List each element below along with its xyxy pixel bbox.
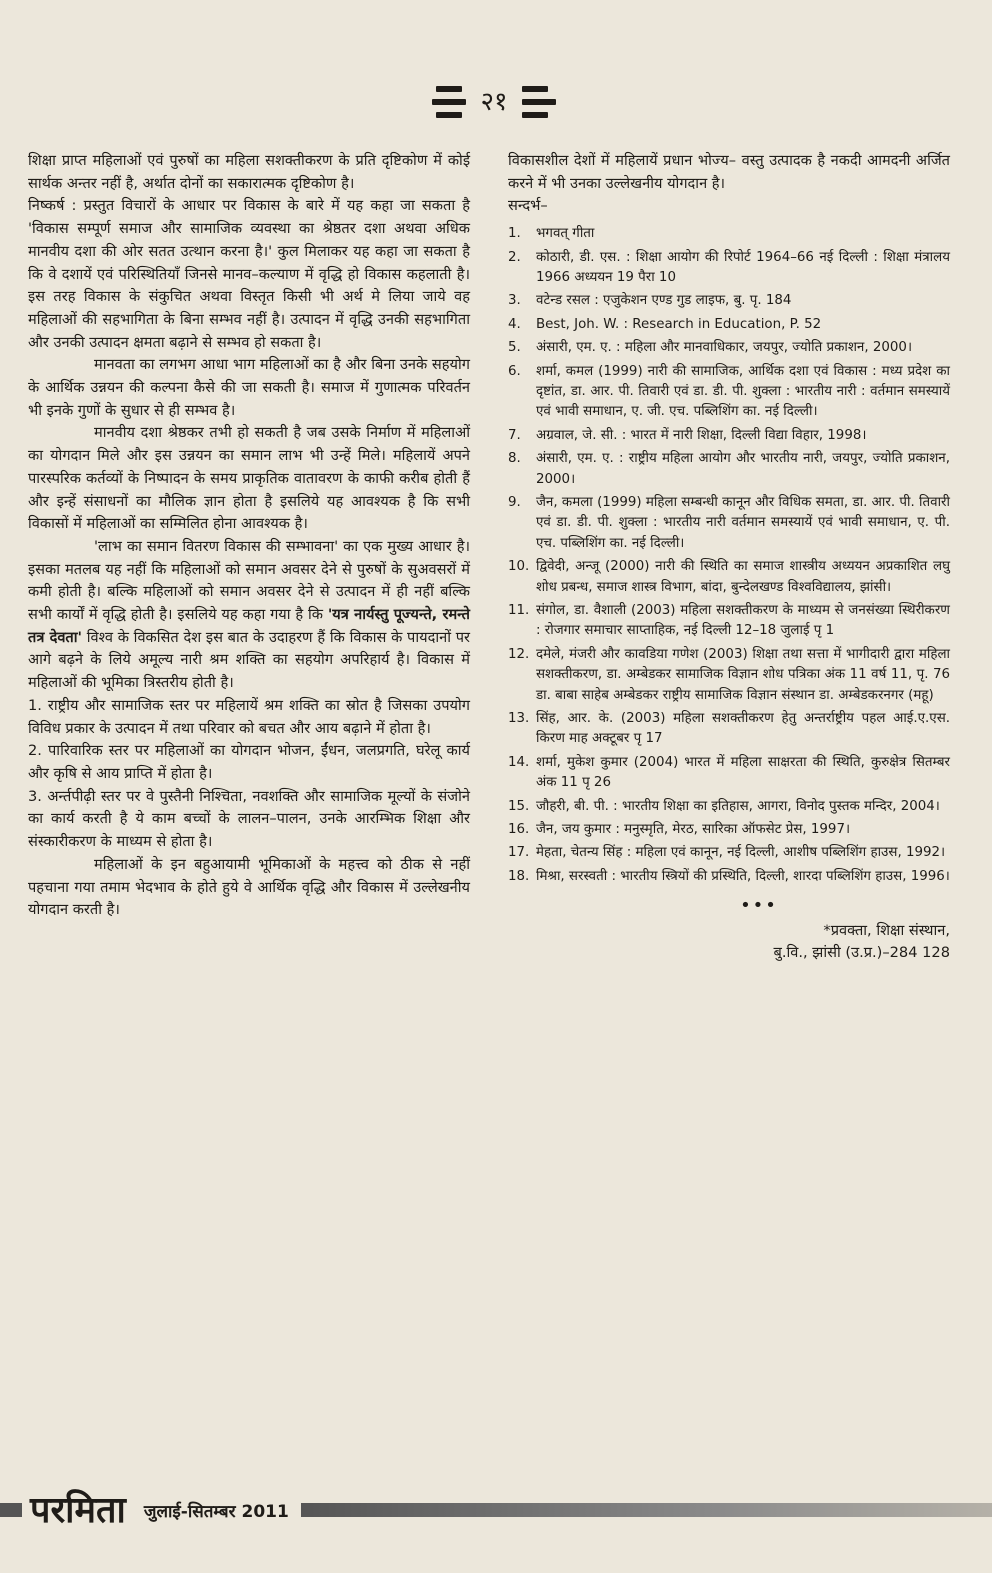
- right-column: [508, 150, 950, 964]
- reference-text: Best, Joh. W. : Research in Education, P. 52: [536, 316, 822, 332]
- reference-item: [508, 709, 950, 750]
- reference-number: 16.: [508, 822, 530, 838]
- reference-number: 1.: [508, 226, 521, 242]
- list-point: 3. अर्न्तपीढ़ी स्तर पर वे पुस्तैनी निश्चिता, नवशक्ति और सामाजिक मूल्यों के संजोने का कार्य करती है ये काम बच्चों के लालन–पालन, उनके आरम्भिक शिक्षा और संस्कारीकरण के माध्यम से होता है।: [28, 787, 470, 851]
- reference-item: [508, 338, 950, 358]
- reference-item: [508, 291, 950, 311]
- references-list: [508, 224, 950, 887]
- reference-number: 8.: [508, 451, 521, 467]
- reference-item: [508, 224, 950, 244]
- page-footer: [0, 1487, 992, 1533]
- paragraph-text: विश्व के विकसित देश इस बात के उदाहरण हैं कि विकास के पायदानों पर आगे बढ़ने के लिये अमूल्य नारी श्रम शक्ति का सहयोग अपरिहार्य है। विकास में महिलाओं की भूमिका त्रिस्तरीय होती है।: [28, 628, 470, 692]
- reference-text: दमेले, मंजरी और कावडिया गणेश (2003) शिक्षा तथा सत्ता में भागीदारी द्वारा महिला सशक्तीकरण, डा. अम्बेडकर सामाजिक विज्ञान शोध पत्रिका अंक 11 वर्ष 11, पृ. 76 डा. बाबा साहेब अम्बेडकर राष्ट्रीय सामाजिक विज्ञान संस्थान डा. अम्बेडकरनगर (महू): [536, 646, 950, 703]
- page-number: २१: [480, 87, 508, 117]
- paragraph: शिक्षा प्राप्त महिलाओं एवं पुरुषों का महिला सशक्तीकरण के प्रति दृष्टिकोण में कोई सार्थक अन्तर नहीं है, अर्थात दोनों का सकारात्मक दृष्टिकोण है।: [28, 152, 470, 192]
- reference-number: 11.: [508, 603, 530, 619]
- list-point: 2. पारिवारिक स्तर पर महिलाओं का योगदान भोजन, ईंधन, जलप्रगति, घरेलू कार्य और कृषि से आय प्राप्ति में होता है।: [28, 742, 470, 782]
- header-ornament-right: [522, 86, 556, 118]
- reference-item: [508, 248, 950, 289]
- end-mark: •••: [740, 895, 778, 917]
- reference-item: [508, 645, 950, 706]
- references-heading: सन्दर्भ–: [508, 197, 548, 215]
- reference-number: 10.: [508, 559, 530, 575]
- reference-text: अंसारी, एम. ए. : राष्ट्रीय महिला आयोग और भारतीय नारी, जयपुर, ज्योति प्रकाशन, 2000।: [536, 451, 950, 487]
- header-ornament-left: [436, 86, 466, 118]
- left-column: [28, 150, 470, 922]
- reference-item: [508, 797, 950, 817]
- reference-text: मिश्रा, सरस्वती : भारतीय स्त्रियों की प्रस्थिति, दिल्ली, शारदा पब्लिशिंग हाउस, 1996।: [536, 868, 950, 884]
- reference-item: [508, 843, 950, 863]
- reference-text: शर्मा, मुकेश कुमार (2004) भारत में महिला साक्षरता की स्थिति, कुरुक्षेत्र सितम्बर अंक 11 पृ 26: [536, 754, 950, 791]
- reference-number: 15.: [508, 798, 530, 814]
- reference-number: 3.: [508, 293, 521, 309]
- reference-item: [508, 449, 950, 490]
- journal-issue: जुलाई-सितम्बर 2011: [143, 1501, 289, 1522]
- paragraph: मानवीय दशा श्रेष्ठकर तभी हो सकती है जब उसके निर्माण में महिलाओं का योगदान मिले और इस उन्नयन का समान लाभ भी उन्हें मिले। महिलायें अपने पारस्परिक कर्तव्यों के निष्पादन के समय प्राकृतिक वातावरण के काफी करीब होती हैं और इन्हें संसाधनों का मौलिक ज्ञान होता है इसलिये यह आवश्यक है कि सभी विकासों में महिलाओं का सम्मिलित होना आवश्यक है।: [28, 424, 470, 533]
- reference-number: 4.: [508, 316, 521, 332]
- reference-item: [508, 601, 950, 642]
- reference-text: जैन, कमला (1999) महिला सम्बन्धी कानून और विधिक समता, डा. आर. पी. तिवारी एवं डा. डी. पी. शुक्ला : भारतीय नारी वर्तमान समस्यायें एवं भावी समाधान, ए. पी. एच. पब्लिशिंग का. नई दिल्ली।: [536, 494, 950, 551]
- paragraph: निष्कर्ष : प्रस्तुत विचारों के आधार पर विकास के बारे में यह कहा जा सकता है 'विकास सम्पूर्ण समाज और सामाजिक व्यवस्था का श्रेष्ठतर दशा अथवा अधिक मानवीय दशा की ओर सतत उत्थान करना है।' कुल मिलाकर यह कहा जा सकता है कि वे दशायें एवं परिस्थितियाँ जिनसे मानव–कल्याण में वृद्धि हो विकास कहलाती है। इस तरह विकास के संकुचित अथवा विस्तृत किसी भी अर्थ मे लिया जाये वह महिलाओं की सहभागिता के बिना सम्भव नहीं है। उत्पादन में वृद्धि उनकी सहभागिता और उनकी उत्पादन क्षमता बढ़ाने से सम्भव हो सकता है।: [28, 197, 470, 351]
- reference-text: जौहरी, बी. पी. : भारतीय शिक्षा का इतिहास, आगरा, विनोद पुस्तक मन्दिर, 2004।: [536, 798, 940, 814]
- reference-number: 2.: [508, 249, 521, 265]
- reference-text: जैन, जय कुमार : मनुस्मृति, मेरठ, सारिका ऑफसेट प्रेस, 1997।: [536, 822, 851, 838]
- reference-text: कोठारी, डी. एस. : शिक्षा आयोग की रिपोर्ट 1964–66 नई दिल्ली : शिक्षा मंत्रालय 1966 अध्ययन 19 पैरा 10: [536, 249, 950, 285]
- page-header: [0, 72, 992, 132]
- reference-number: 6.: [508, 363, 521, 379]
- reference-item: [508, 867, 950, 887]
- reference-item: [508, 362, 950, 423]
- reference-text: भगवत् गीता: [536, 226, 595, 242]
- reference-text: शर्मा, कमल (1999) नारी की सामाजिक, आर्थिक दशा एवं विकास : मध्य प्रदेश का दृष्टांत, डा. आर. पी. तिवारी एवं डा. डी. पी. शुक्ला : भारतीय नारी : वर्तमान समस्यायें एवं भावी समाधान, ए. जी. एच. पब्लिशिंग का. नई दिल्ली।: [536, 363, 950, 420]
- reference-number: 12.: [508, 646, 530, 662]
- reference-item: [508, 753, 950, 794]
- sanskrit-quote: 'यत्र नार्यस्तु पूज्यन्ते, रमन्ते तत्र देवता': [28, 606, 470, 646]
- footer-rule: [301, 1503, 992, 1517]
- journal-name: परमिता: [30, 1489, 126, 1531]
- reference-text: संगोल, डा. वैशाली (2003) महिला सशक्तीकरण के माध्यम से जनसंख्या स्थिरीकरण : रोजगार समाचार साप्ताहिक, नई दिल्ली 12–18 जुलाई पृ 1: [536, 603, 950, 639]
- affiliation-line: बु.वि., झांसी (उ.प्र.)–284 128: [773, 944, 950, 961]
- reference-number: 17.: [508, 845, 530, 861]
- paragraph-text: 'लाभ का समान वितरण विकास की सम्भावना' का एक मुख्य आधार है। इसका मतलब यह नहीं कि महिलाओं को समान अवसर देने से पुरुषों के सुअवसरों में कमी होती है। बल्कि महिलाओं को समान अवसर देने से उत्पादन में ही नहीं बल्कि सभी कार्यों में वृद्धि होती है। इसलिये यह कहा गया है कि: [28, 537, 470, 624]
- reference-text: द्विवेदी, अन्जू (2000) नारी की स्थिति का समाज शास्त्रीय अध्ययन अप्रकाशित लघु शोध प्रबन्ध, समाज शास्त्र विभाग, बांदा, बुन्देलखण्ड विश्वविद्यालय, झांसी।: [536, 559, 950, 595]
- reference-item: [508, 426, 950, 446]
- author-affiliation: [508, 920, 950, 964]
- reference-item: [508, 820, 950, 840]
- reference-number: 14.: [508, 754, 530, 770]
- reference-text: मेहता, चेतन्य सिंह : महिला एवं कानून, नई दिल्ली, आशीष पब्लिशिंग हाउस, 1992।: [536, 845, 946, 861]
- paragraph: महिलाओं के इन बहुआयामी भूमिकाओं के महत्त्व को ठीक से नहीं पहचाना गया तमाम भेदभाव के होते हुये वे आर्थिक वृद्धि और विकास में उल्लेखनीय योगदान करती है।: [28, 855, 470, 919]
- reference-number: 18.: [508, 868, 530, 884]
- footer-bar-left: [0, 1503, 22, 1517]
- reference-item: [508, 315, 950, 335]
- reference-number: 5.: [508, 340, 521, 356]
- reference-text: सिंह, आर. के. (2003) महिला सशक्तीकरण हेतु अन्तर्राष्ट्रीय पहल आई.ए.एस. किरण माह अक्टूबर पृ 17: [536, 711, 950, 747]
- reference-item: [508, 557, 950, 598]
- list-point: 1. राष्ट्रीय और सामाजिक स्तर पर महिलायें श्रम शक्ति का स्रोत है जिसका उपयोग विविध प्रकार के उत्पादन में तथा परिवार को बचत और आय बढ़ाने में होता है।: [28, 696, 470, 737]
- reference-number: 7.: [508, 427, 521, 443]
- reference-text: अग्रवाल, जे. सी. : भारत में नारी शिक्षा, दिल्ली विद्या विहार, 1998।: [536, 427, 867, 443]
- paragraph: विकासशील देशों में महिलायें प्रधान भोज्य– वस्तु उत्पादक है नकदी आमदनी अर्जित करने में भी उनका उल्लेखनीय योगदान है।: [508, 152, 950, 192]
- paragraph: [28, 536, 470, 695]
- affiliation-line: *प्रवक्ता, शिक्षा संस्थान,: [823, 922, 950, 939]
- reference-text: अंसारी, एम. ए. : महिला और मानवाधिकार, जयपुर, ज्योति प्रकाशन, 2000।: [536, 340, 913, 356]
- paragraph: मानवता का लगभग आधा भाग महिलाओं का है और बिना उनके सहयोग के आर्थिक उन्नयन की कल्पना कैसे की जा सकती है। समाज में गुणात्मक परिवर्तन भी इनके गुणों के सुधार से ही सम्भव है।: [28, 356, 470, 419]
- reference-text: वटेन्ड रसल : एजुकेशन एण्ड गुड लाइफ, बु. पृ. 184: [536, 293, 792, 309]
- reference-number: 13.: [508, 711, 530, 727]
- reference-number: 9.: [508, 494, 521, 510]
- reference-item: [508, 493, 950, 554]
